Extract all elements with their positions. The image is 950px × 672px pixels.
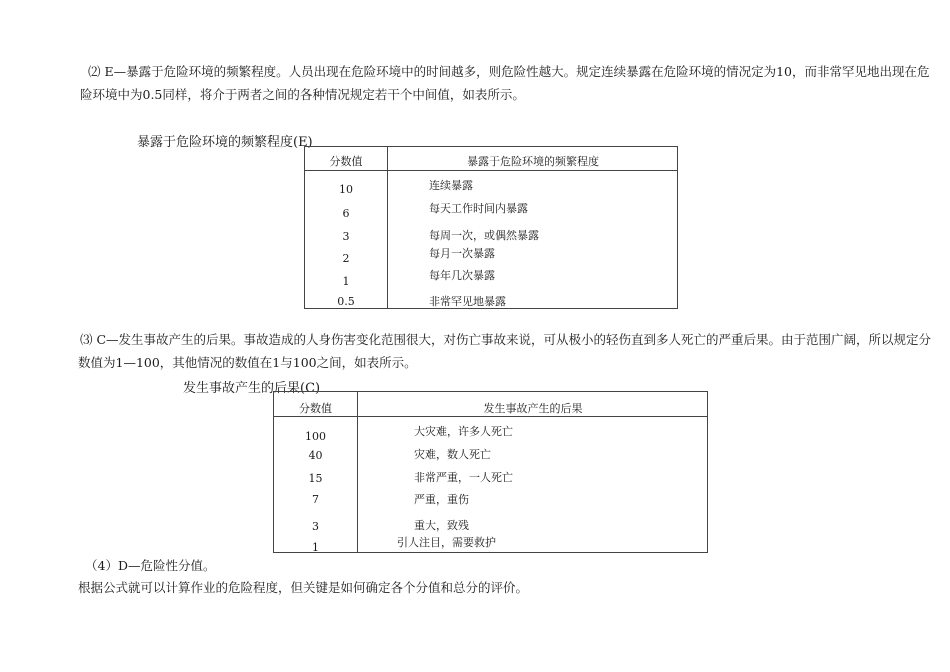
description-cell: 重大，致残 bbox=[414, 519, 469, 532]
score-cell: 3 bbox=[312, 520, 319, 533]
description-cell: 每月一次暴露 bbox=[429, 247, 495, 260]
description-cell: 严重，重伤 bbox=[414, 493, 469, 506]
exposure-table-caption: 暴露于危险环境的频繁程度(E) bbox=[137, 135, 313, 150]
header-divider bbox=[274, 416, 707, 417]
score-cell: 3 bbox=[342, 230, 350, 243]
score-cell: 7 bbox=[312, 493, 319, 506]
consequence-paragraph: ⑶ C—发生事故产生的后果。事故造成的人身伤害变化范围很大，对伤亡事故来说，可从极小的轻伤直到多人死亡的严重后果。由于范围广阔，所以规定分数值为1—100，其他情况的数值在1与100之间，如表所示。 bbox=[78, 332, 932, 370]
header-description: 暴露于危险环境的频繁程度 bbox=[467, 155, 599, 168]
score-cell: 2 bbox=[342, 252, 350, 265]
score-cell: 15 bbox=[308, 472, 323, 485]
description-cell: 每年几次暴露 bbox=[429, 269, 495, 282]
description-cell: 大灾难，许多人死亡 bbox=[414, 425, 513, 438]
column-divider bbox=[387, 147, 388, 308]
header-description: 发生事故产生的后果 bbox=[483, 402, 583, 415]
score-cell: 40 bbox=[308, 449, 323, 462]
score-cell: 6 bbox=[342, 207, 350, 220]
danger-value-paragraph: （4）D—危险性分值。 bbox=[85, 558, 216, 573]
consequence-table-caption: 发生事故产生的后果(C) bbox=[183, 381, 321, 396]
exposure-paragraph: ⑵ E—暴露于危险环境的频繁程度。人员出现在危险环境中的时间越多，则危险性越大。规定连续暴露在危险环境的情况定为10，而非常罕见地出现在危险环境中为0.5同样，将介于两者之间的各种情况规定若干个中间值，如表所示。 bbox=[80, 64, 930, 102]
description-cell: 每周一次，或偶然暴露 bbox=[429, 229, 539, 242]
consequence-table bbox=[273, 391, 708, 553]
formula-paragraph: 根据公式就可以计算作业的危险程度，但关键是如何确定各个分值和总分的评价。 bbox=[78, 580, 529, 595]
header-divider bbox=[305, 170, 677, 171]
header-score: 分数值 bbox=[299, 402, 332, 415]
header-score: 分数值 bbox=[329, 155, 363, 168]
score-cell: 10 bbox=[339, 183, 353, 196]
score-cell: 1 bbox=[312, 541, 319, 554]
score-cell: 100 bbox=[305, 430, 326, 443]
description-cell: 每天工作时间内暴露 bbox=[429, 202, 528, 215]
description-cell: 灾难，数人死亡 bbox=[414, 448, 491, 461]
description-cell: 引人注目，需要救护 bbox=[397, 536, 496, 549]
description-cell: 非常罕见地暴露 bbox=[429, 295, 506, 308]
score-cell: 0.5 bbox=[337, 295, 355, 308]
description-cell: 非常严重，一人死亡 bbox=[414, 471, 513, 484]
description-cell: 连续暴露 bbox=[429, 179, 473, 192]
score-cell: 1 bbox=[342, 275, 350, 288]
exposure-frequency-table bbox=[304, 146, 678, 309]
